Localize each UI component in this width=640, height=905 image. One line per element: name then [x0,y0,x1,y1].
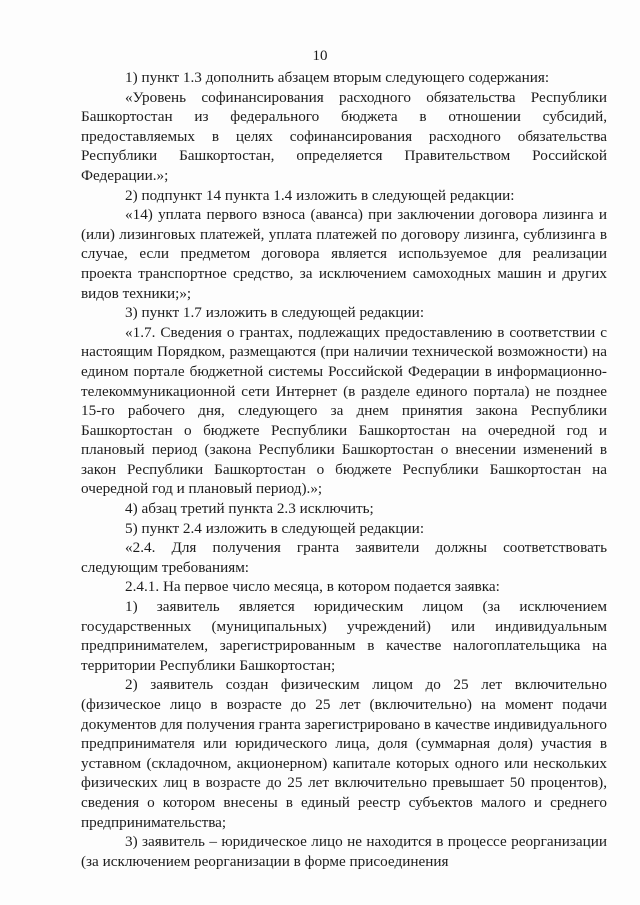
paragraph-item-2-subpoint-14: 2) подпункт 14 пункта 1.4 изложить в следующей редакции: [125,186,515,204]
paragraph-2-4-1: 2.4.1. На первое число месяца, в котором подается заявка: [125,578,500,596]
quote-point-2-4-requirements: «2.4. Для получения гранта заявители должны соответствовать следующим требованиям: [81,539,607,576]
paragraph-item-3-point-1-7: 3) пункт 1.7 изложить в следующей редакции: [125,304,425,322]
requirement-3-no-reorganization: 3) заявитель – юридическое лицо не находится в процессе реорганизации (за исключением реорганизации в форме присоединения [81,833,607,870]
paragraph-item-5-point-2-4: 5) пункт 2.4 изложить в следующей редакции: [125,519,425,537]
requirement-1-legal-entity: 1) заявитель является юридическим лицом (за исключением государственных (муниципальных) учреждений) или индивидуальным предпринимателем, зарегистрированным в качестве налогоплательщика на территории Республики Башкортостан; [81,598,607,674]
quote-point-1-7-grants-info: «1.7. Сведения о грантах, подлежащих предоставлению в соответствии с настоящим Порядком, размещаются (при наличии технической возможности) на едином портале бюджетной системы Российской Федерации в информационно-телекоммуникационной сети Интернет (в разделе единого портала) не позднее 15-го рабочего дня, следующего за днем принятия закона Республики Башкортостан о бюджете Республики Башкортостан на очередной год и плановый период (закона Республики Башкортостан о внесении изменений в закон Республики Башкортостан о бюджете Республики Башкортостан на очередной год и плановый период).»; [81,323,607,498]
page-number: 10 [312,48,328,64]
quote-subpoint-14-leasing: «14) уплата первого взноса (аванса) при заключении договора лизинга и (или) лизинговых платежей, уплата платежей по договору лизинга, сублизинга в случае, если предметом договора является используемое для реализации проекта транспортное средство, за исключением самоходных машин и других видов техники;»; [81,206,607,302]
paragraph-item-1-point-1-3: 1) пункт 1.3 дополнить абзацем вторым следующего содержания: [125,69,550,86]
paragraph-item-4-point-2-3: 4) абзац третий пункта 2.3 исключить; [125,500,374,518]
quote-cofinancing-level: «Уровень софинансирования расходного обязательства Республики Башкортостан из федерального бюджета в отношении субсидий, предоставляемых в целях софинансирования расходного обязательства Республики Башкортостан, определяется Правительством Российской Федерации.»; [81,88,607,184]
document-body [81,68,607,871]
requirement-2-age-under-25: 2) заявитель создан физическим лицом до 25 лет включительно (физическое лицо в возрасте до 25 лет (включительно) на момент подачи документов для получения гранта зарегистрировано в качестве индивидуального предпринимателя или юридического лица, доля (суммарная доля) участия в уставном (складочном, акционерном) капитале которых одного или нескольких физических лиц в возрасте до 25 лет включительно превышает 50 процентов), сведения о котором внесены в единый реестр субъектов малого и среднего предпринимательства; [81,676,607,831]
